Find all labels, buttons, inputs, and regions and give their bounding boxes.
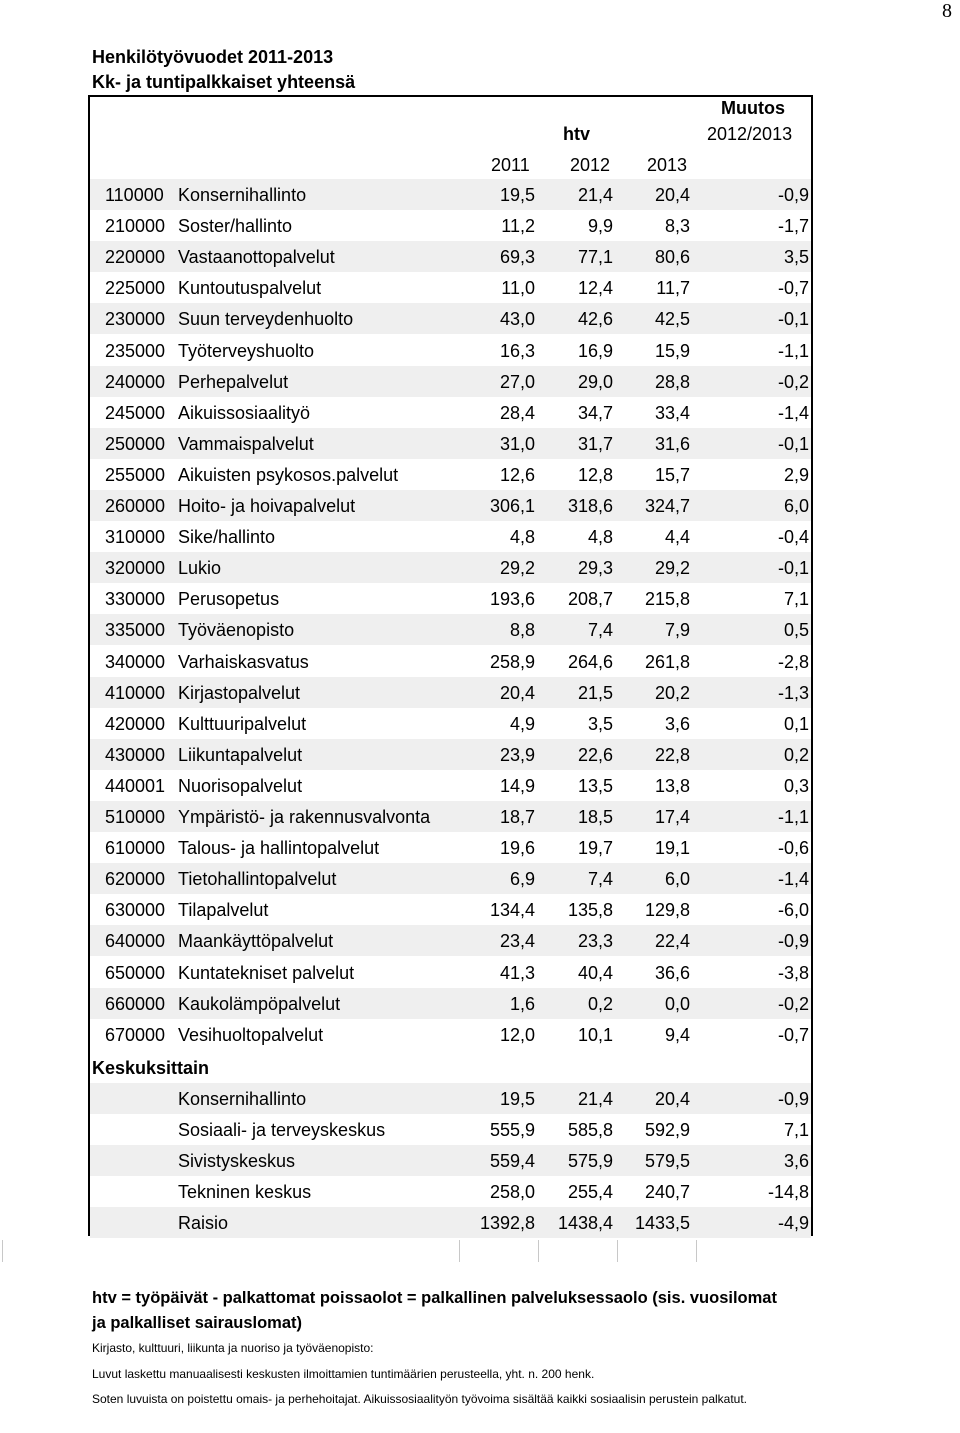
table-row — [90, 832, 811, 863]
value-2011: 19,5 — [499, 1089, 535, 1109]
value-change: -0,1 — [777, 309, 809, 330]
value-2013: 11,7 — [656, 278, 690, 299]
value-2013: 3,6 — [664, 713, 690, 734]
unit-code: 440001 — [105, 775, 166, 796]
unit-code: 110000 — [105, 185, 164, 205]
table-row — [90, 988, 811, 1019]
unit-code: 420000 — [105, 713, 166, 734]
unit-name: Tietohallintopalvelut — [178, 869, 337, 890]
unit-code: 250000 — [105, 433, 166, 454]
unit-code: 510000 — [105, 807, 166, 827]
value-change: -2,8 — [777, 651, 809, 672]
value-2012: 3,5 — [587, 713, 613, 734]
value-2012: 23,3 — [577, 931, 613, 952]
value-2012: 10,1 — [577, 1024, 613, 1045]
value-2013: 28,8 — [654, 371, 690, 392]
header-muutos: Muutos — [721, 98, 785, 118]
unit-name: Liikuntapalvelut — [178, 744, 303, 765]
unit-code: 245000 — [105, 402, 166, 423]
value-change: -0,9 — [777, 1089, 809, 1109]
value-2011: 23,9 — [499, 744, 535, 765]
table-row — [90, 459, 811, 490]
unit-code: 310000 — [105, 527, 166, 548]
value-change: -0,2 — [777, 371, 809, 392]
unit-name: Kuntatekniset palvelut — [178, 962, 355, 983]
center-row — [90, 1114, 811, 1145]
table-row — [90, 179, 811, 210]
value-2011: 43,0 — [499, 309, 535, 330]
unit-code: 320000 — [105, 558, 166, 579]
value-2013: 0,0 — [664, 993, 690, 1014]
unit-name: Perhepalvelut — [178, 371, 289, 392]
value-2012: 4,8 — [587, 527, 613, 548]
value-2012: 21,4 — [577, 185, 613, 205]
table-row — [90, 646, 811, 677]
value-2013: 4,4 — [664, 527, 690, 548]
value-change: -1,1 — [777, 807, 809, 827]
value-2013: 9,4 — [664, 1024, 690, 1045]
value-2012: 255,4 — [567, 1182, 613, 1203]
center-row — [90, 1083, 811, 1114]
unit-code: 660000 — [105, 993, 166, 1014]
value-2011: 306,1 — [489, 496, 535, 516]
value-change: 7,1 — [783, 589, 809, 610]
unit-name: Sike/hallinto — [178, 527, 276, 548]
value-2012: 12,8 — [577, 464, 613, 485]
unit-name: Vastaanottopalvelut — [178, 247, 335, 268]
value-2011: 6,9 — [509, 869, 535, 890]
header-year-2011: 2011 — [491, 155, 530, 175]
value-2012: 12,4 — [577, 278, 613, 299]
value-2011: 4,8 — [509, 527, 535, 548]
value-2012: 31,7 — [577, 433, 613, 454]
value-2013: 13,8 — [654, 775, 690, 796]
divider — [459, 1240, 460, 1262]
value-2013: 129,8 — [644, 900, 690, 921]
value-change: -0,1 — [777, 558, 809, 579]
value-2012: 7,4 — [587, 620, 613, 641]
unit-name: Kulttuuripalvelut — [178, 713, 307, 734]
unit-code: 230000 — [105, 309, 166, 330]
value-2012: 318,6 — [567, 496, 613, 516]
value-2013: 1433,5 — [634, 1213, 690, 1234]
center-row — [90, 1207, 811, 1238]
page-title: Henkilötyövuodet 2011-2013 — [92, 47, 334, 67]
footnote: Soten luvuista on poistettu omais- ja perhehoitajat. Aikuissosiaalityön työvoima sisältää kaikki sosiaalisin perustein palkatut. — [92, 1392, 748, 1406]
unit-name: Soster/hallinto — [178, 216, 293, 237]
value-2011: 20,4 — [499, 682, 535, 703]
value-2011: 258,0 — [489, 1182, 535, 1203]
center-name: Sosiaali- ja terveyskeskus — [178, 1120, 386, 1141]
value-2013: 20,4 — [654, 1089, 690, 1109]
unit-code: 260000 — [105, 496, 166, 516]
center-row — [90, 1176, 811, 1207]
value-2013: 15,9 — [654, 340, 690, 361]
value-2011: 8,8 — [509, 620, 535, 641]
htv-definition-line1: htv = työpäivät - palkattomat poissaolot = palkallinen palveluksessaolo (sis. vuosilomat — [92, 1289, 777, 1307]
value-2013: 33,4 — [654, 402, 690, 423]
table-row — [90, 366, 811, 397]
value-2012: 40,4 — [577, 962, 613, 983]
table-row — [90, 677, 811, 708]
value-2011: 28,4 — [499, 402, 535, 423]
value-change: -3,8 — [777, 962, 809, 983]
unit-name: Tilapalvelut — [178, 900, 269, 921]
value-change: 6,0 — [783, 496, 809, 516]
value-change: -4,9 — [777, 1213, 809, 1234]
table-row — [90, 428, 811, 459]
unit-name: Kaukolämpöpalvelut — [178, 993, 341, 1014]
value-change: -1,3 — [777, 682, 809, 703]
unit-code: 430000 — [105, 744, 166, 765]
value-2012: 1438,4 — [557, 1213, 613, 1234]
value-change: 0,1 — [783, 713, 809, 734]
value-change: 3,6 — [783, 1151, 809, 1172]
value-2011: 19,6 — [499, 838, 535, 859]
unit-name: Aikuissosiaalityö — [178, 402, 311, 423]
value-2012: 264,6 — [567, 651, 613, 672]
value-2012: 585,8 — [567, 1120, 613, 1141]
value-2013: 20,4 — [654, 185, 690, 205]
value-2013: 36,6 — [654, 962, 690, 983]
unit-name: Vesihuoltopalvelut — [178, 1024, 324, 1045]
value-2013: 240,7 — [644, 1182, 690, 1203]
value-2011: 69,3 — [499, 247, 535, 268]
value-change: -6,0 — [777, 900, 809, 921]
value-2013: 42,5 — [654, 309, 690, 330]
value-2013: 579,5 — [644, 1151, 690, 1172]
table-row — [90, 739, 811, 770]
value-2011: 31,0 — [499, 433, 535, 454]
value-2013: 22,8 — [654, 744, 690, 765]
value-change: -14,8 — [767, 1182, 809, 1203]
value-change: 0,5 — [783, 620, 809, 641]
table-row — [90, 863, 811, 894]
unit-code: 330000 — [105, 589, 166, 610]
value-2011: 19,5 — [499, 185, 535, 205]
header-year-2013: 2013 — [647, 155, 688, 175]
value-2012: 18,5 — [577, 807, 613, 827]
center-row — [90, 1145, 811, 1176]
table-row — [90, 708, 811, 739]
value-2011: 1392,8 — [479, 1213, 535, 1234]
value-change: -0,6 — [777, 838, 809, 859]
table-row — [90, 957, 811, 988]
value-2012: 77,1 — [577, 247, 613, 268]
value-change: -1,4 — [777, 402, 809, 423]
header-htv: htv — [563, 124, 590, 144]
value-2011: 41,3 — [499, 962, 535, 983]
unit-name: Kirjastopalvelut — [178, 682, 301, 703]
unit-name: Varhaiskasvatus — [178, 651, 309, 672]
value-2012: 208,7 — [567, 589, 613, 610]
value-change: 7,1 — [783, 1120, 809, 1141]
value-2012: 21,4 — [577, 1089, 613, 1109]
value-change: 3,5 — [783, 247, 809, 268]
header-year-2012: 2012 — [570, 155, 611, 175]
value-2013: 6,0 — [664, 869, 690, 890]
value-2013: 17,4 — [654, 807, 690, 827]
value-change: -1,4 — [777, 869, 809, 890]
value-2013: 8,3 — [664, 216, 690, 237]
value-change: 0,2 — [783, 744, 809, 765]
value-2011: 559,4 — [489, 1151, 535, 1172]
unit-name: Aikuisten psykosos.palvelut — [178, 464, 399, 485]
unit-code: 640000 — [105, 931, 166, 952]
value-2013: 324,7 — [644, 496, 690, 516]
table-row — [90, 583, 811, 614]
footnote: Luvut laskettu manuaalisesti keskusten ilmoittamien tuntimäärien perusteella, yht. n. 200 henk. — [92, 1367, 595, 1381]
table-row — [90, 397, 811, 428]
value-2012: 9,9 — [587, 216, 613, 237]
value-2013: 215,8 — [644, 589, 690, 610]
value-2012: 29,0 — [577, 371, 613, 392]
unit-code: 610000 — [105, 838, 166, 859]
unit-name: Kuntoutuspalvelut — [178, 278, 322, 299]
unit-code: 220000 — [105, 247, 166, 268]
value-change: -0,4 — [777, 527, 809, 548]
value-2011: 258,9 — [489, 651, 535, 672]
value-2013: 31,6 — [654, 433, 690, 454]
value-change: -1,1 — [777, 340, 809, 361]
value-2012: 135,8 — [567, 900, 613, 921]
value-2011: 555,9 — [489, 1120, 535, 1141]
value-2011: 14,9 — [499, 775, 535, 796]
table-row — [90, 335, 811, 366]
table-row — [90, 770, 811, 801]
value-change: -0,9 — [777, 185, 809, 205]
unit-code: 225000 — [105, 278, 166, 299]
unit-code: 670000 — [105, 1024, 166, 1045]
value-2011: 4,9 — [509, 713, 535, 734]
unit-name: Lukio — [178, 558, 222, 579]
value-2012: 21,5 — [577, 682, 613, 703]
divider — [696, 1240, 697, 1262]
value-2011: 193,6 — [489, 589, 535, 610]
value-2011: 11,2 — [501, 216, 535, 237]
value-2013: 20,2 — [654, 682, 690, 703]
unit-code: 210000 — [105, 216, 166, 237]
unit-name: Nuorisopalvelut — [178, 775, 303, 796]
unit-code: 235000 — [105, 340, 166, 361]
value-2013: 7,9 — [664, 620, 690, 641]
value-2013: 29,2 — [654, 558, 690, 579]
divider — [617, 1240, 618, 1262]
value-2012: 16,9 — [577, 340, 613, 361]
unit-code: 650000 — [105, 962, 166, 983]
value-2011: 18,7 — [499, 807, 535, 827]
value-2011: 27,0 — [499, 371, 535, 392]
unit-name: Suun terveydenhuolto — [178, 309, 354, 330]
unit-code: 630000 — [105, 900, 166, 921]
value-2012: 19,7 — [577, 838, 613, 859]
center-name: Konsernihallinto — [178, 1089, 307, 1109]
value-2012: 29,3 — [577, 558, 613, 579]
page-subtitle: Kk- ja tuntipalkkaiset yhteensä — [92, 72, 356, 92]
table-row — [90, 1019, 811, 1050]
value-2012: 22,6 — [577, 744, 613, 765]
unit-code: 410000 — [105, 682, 166, 703]
htv-definition-line2: ja palkalliset sairauslomat) — [92, 1314, 303, 1332]
value-2013: 261,8 — [644, 651, 690, 672]
value-change: -0,2 — [777, 993, 809, 1014]
table-row — [90, 303, 811, 334]
value-2012: 42,6 — [577, 309, 613, 330]
center-name: Sivistyskeskus — [178, 1151, 296, 1172]
divider — [2, 1240, 3, 1262]
unit-name: Talous- ja hallintopalvelut — [178, 838, 380, 859]
unit-name: Työterveyshuolto — [178, 340, 315, 361]
unit-code: 255000 — [105, 464, 166, 485]
section-title: Keskuksittain — [92, 1058, 210, 1078]
value-2013: 592,9 — [644, 1120, 690, 1141]
value-2011: 16,3 — [499, 340, 535, 361]
unit-name: Perusopetus — [178, 589, 280, 610]
value-change: -0,7 — [777, 1024, 809, 1045]
table-row — [90, 210, 811, 241]
unit-name: Vammaispalvelut — [178, 433, 314, 454]
value-2012: 575,9 — [567, 1151, 613, 1172]
value-change: 0,3 — [783, 775, 809, 796]
table-row — [90, 894, 811, 925]
unit-code: 620000 — [105, 869, 166, 890]
value-2013: 80,6 — [654, 247, 690, 268]
unit-code: 335000 — [105, 620, 166, 641]
value-2012: 7,4 — [587, 869, 613, 890]
value-2012: 34,7 — [577, 402, 613, 423]
value-2011: 134,4 — [489, 900, 535, 921]
table-row — [90, 521, 811, 552]
unit-name: Ympäristö- ja rakennusvalvonta — [178, 807, 431, 827]
page-number: 8 — [942, 0, 952, 22]
value-change: -0,1 — [777, 433, 809, 454]
value-change: -0,7 — [777, 278, 809, 299]
unit-name: Maankäyttöpalvelut — [178, 931, 334, 952]
footnote: Kirjasto, kulttuuri, liikunta ja nuoriso ja työväenopisto: — [92, 1341, 374, 1355]
value-2013: 22,4 — [654, 931, 690, 952]
table-row — [90, 272, 811, 303]
value-2011: 23,4 — [499, 931, 535, 952]
table-row — [90, 241, 811, 272]
value-2013: 19,1 — [654, 838, 690, 859]
table-row — [90, 552, 811, 583]
value-2011: 29,2 — [499, 558, 535, 579]
table-row — [90, 801, 811, 832]
header-muutos-period: 2012/2013 — [707, 124, 793, 144]
value-2011: 12,0 — [499, 1024, 535, 1045]
unit-name: Konsernihallinto — [178, 185, 307, 205]
value-2011: 11,0 — [501, 278, 535, 299]
center-name: Raisio — [178, 1213, 229, 1234]
value-change: -1,7 — [777, 216, 809, 237]
unit-name: Työväenopisto — [178, 620, 295, 641]
value-2011: 1,6 — [509, 993, 535, 1014]
value-2011: 12,6 — [499, 464, 535, 485]
value-change: -0,9 — [777, 931, 809, 952]
center-name: Tekninen keskus — [178, 1182, 312, 1203]
unit-code: 340000 — [105, 651, 166, 672]
table-row — [90, 614, 811, 645]
table-row — [90, 925, 811, 956]
unit-name: Hoito- ja hoivapalvelut — [178, 496, 356, 516]
value-2012: 13,5 — [577, 775, 613, 796]
value-2013: 15,7 — [654, 464, 690, 485]
value-2012: 0,2 — [587, 993, 613, 1014]
table-row — [90, 490, 811, 521]
value-change: 2,9 — [783, 464, 809, 485]
unit-code: 240000 — [105, 371, 166, 392]
divider — [538, 1240, 539, 1262]
